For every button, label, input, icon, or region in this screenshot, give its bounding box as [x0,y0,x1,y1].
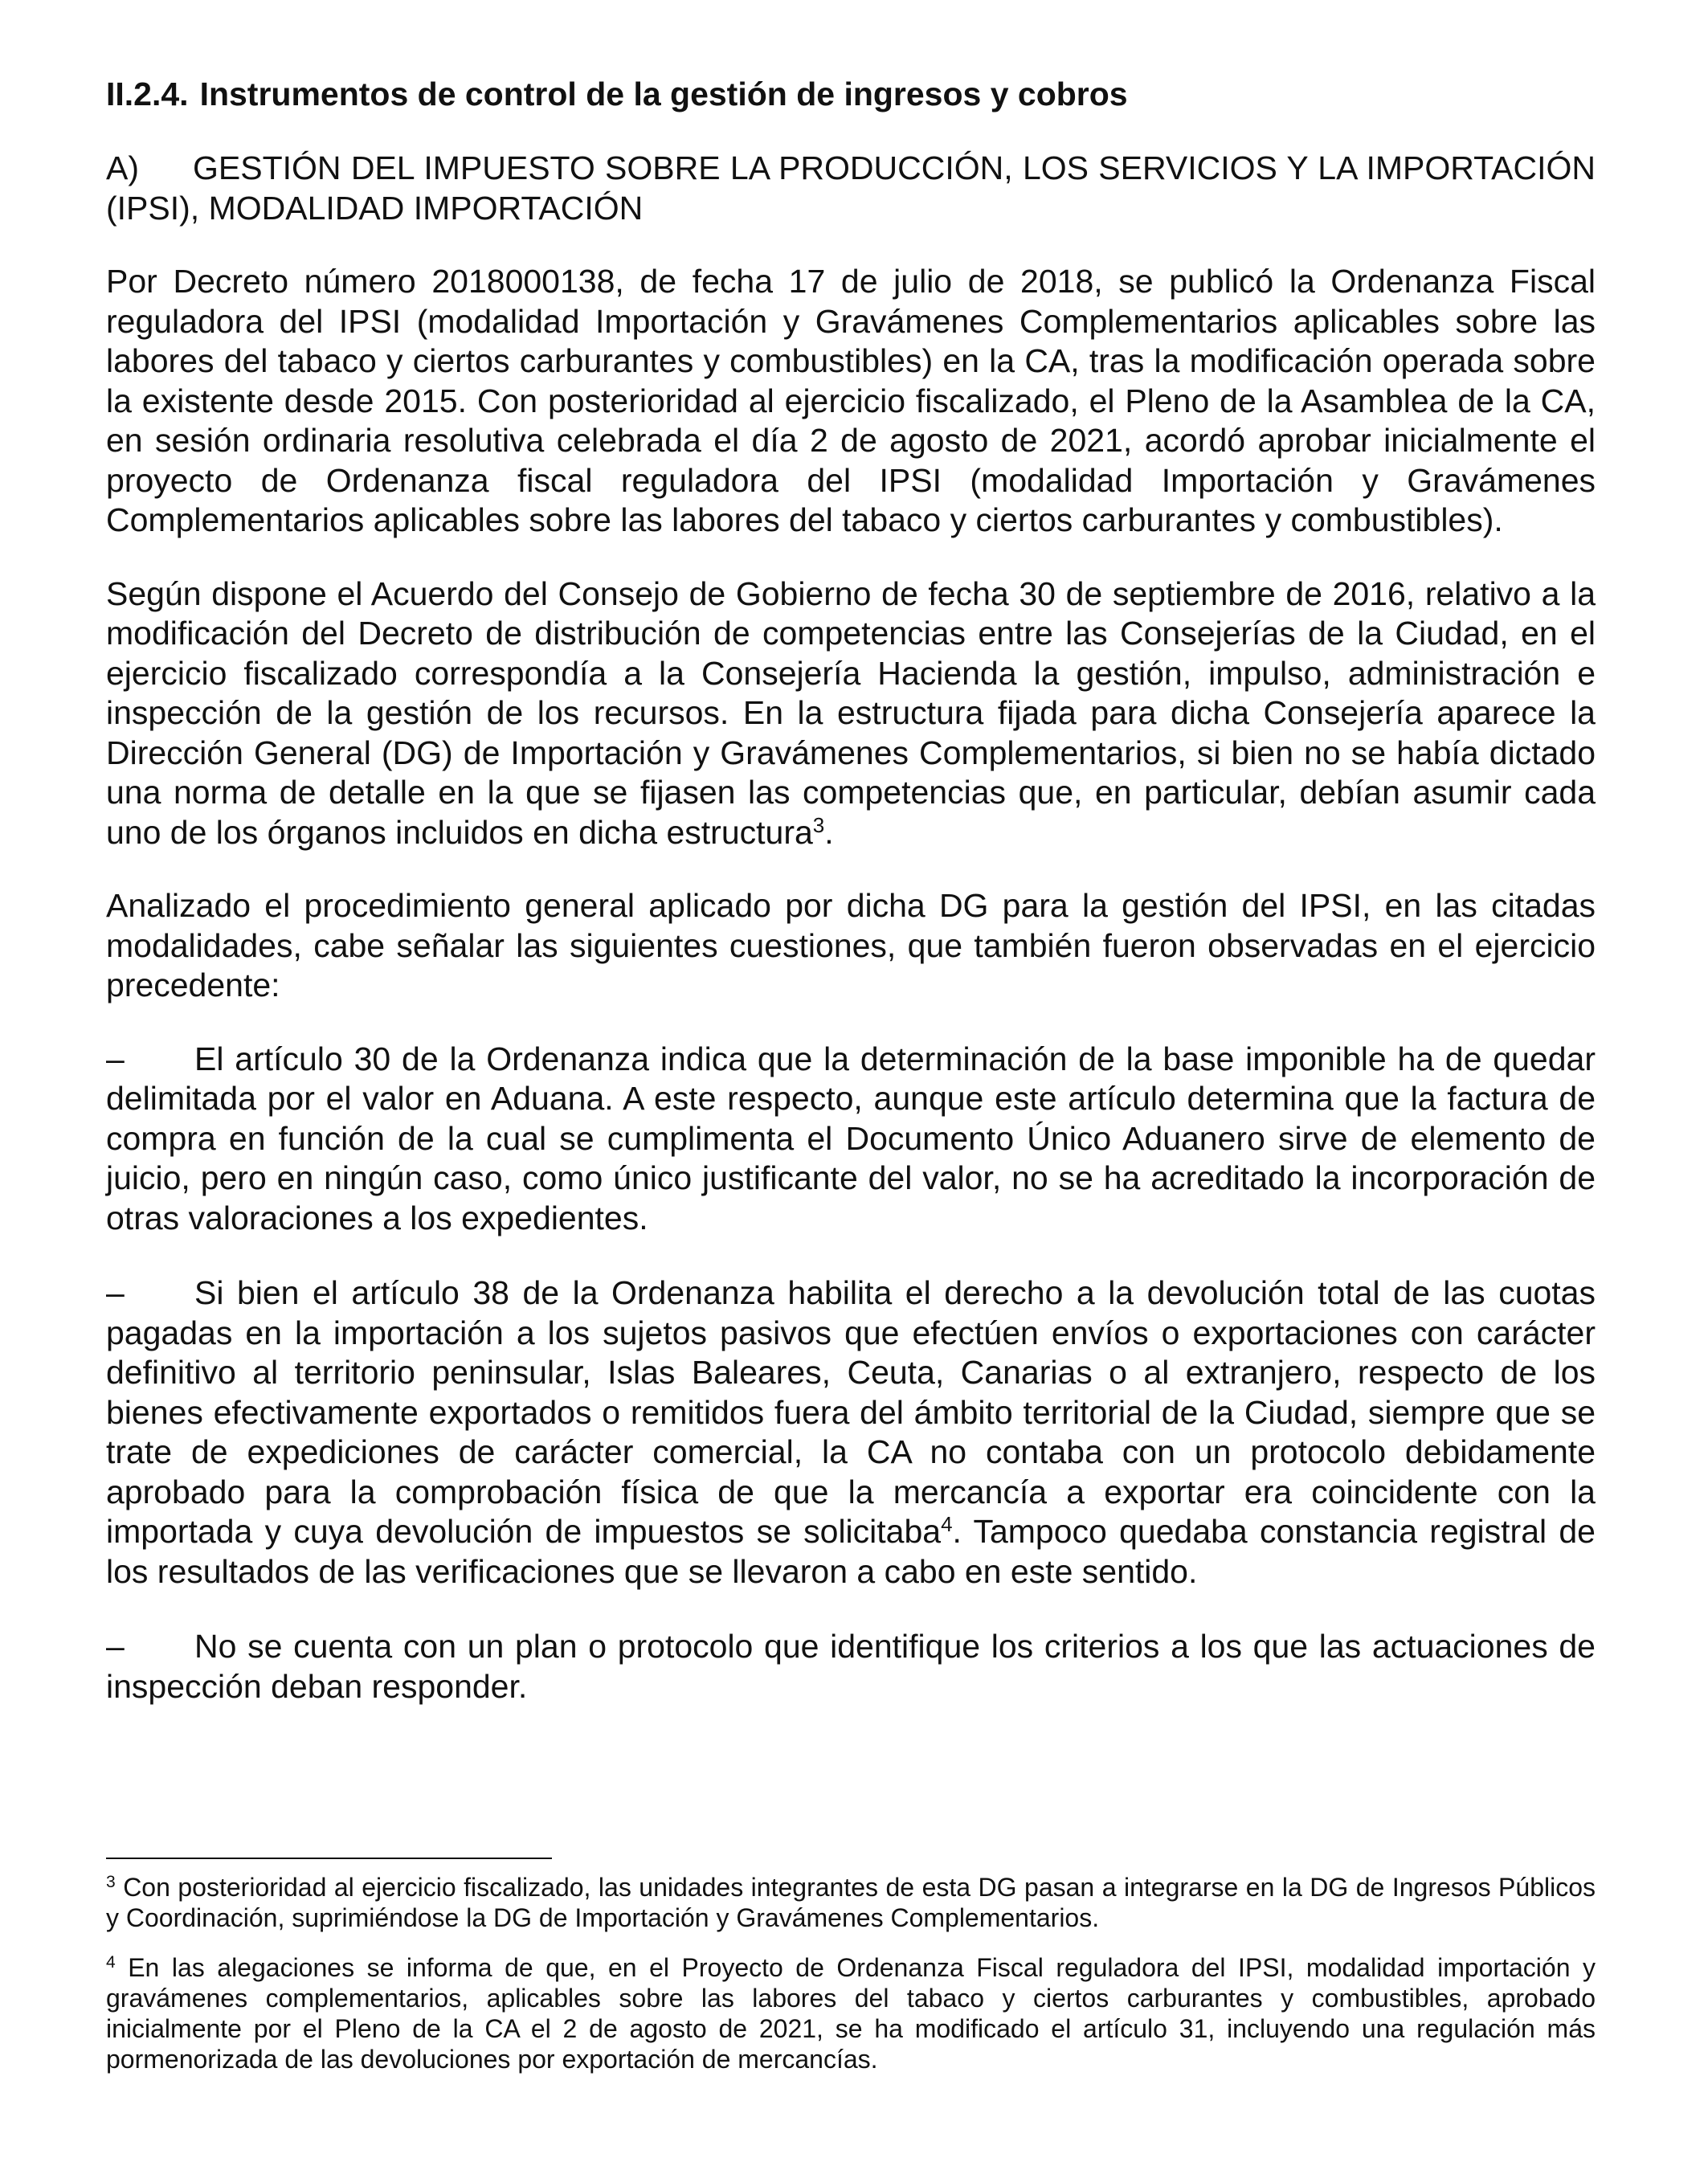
footnote-3 [106,1872,1596,1933]
bullet-text-trail: . Tampoco quedaba constancia registral de los resultados de las verificaciones que se llevaron a cabo en este sentido. [106,1513,1596,1590]
footnote-separator [106,1858,552,1859]
subsection-title: GESTIÓN DEL IMPUESTO SOBRE LA PRODUCCIÓN, LOS SERVICIOS Y LA IMPORTACIÓN (IPSI), MODALIDAD IMPORTACIÓN [106,149,1596,227]
dash-bullet: – [106,1274,125,1311]
bullet-item-articulo-38 [106,1273,1596,1592]
document-page [106,74,1596,1742]
section-title: Instrumentos de control de la gestión de ingresos y cobros [199,76,1128,112]
subsection-letter: A) [106,149,139,186]
bullet-item-plan-protocolo [106,1627,1596,1706]
footnote-ref-4[interactable]: 4 [941,1512,953,1536]
footnote-text: Con posterioridad al ejercicio fiscalizado, las unidades integrantes de esta DG pasan a integrarse en la DG de Ingresos Públicos y Coordinación, suprimiéndose la DG de Importación y Gravámenes Complementarios. [106,1873,1596,1932]
paragraph-acuerdo-text: Según dispone el Acuerdo del Consejo de Gobierno de fecha 30 de septiembre de 2016, relativo a la modificación del Decreto de distribución de competencias entre las Consejerías de la Ciudad, en el ejercicio fiscalizado correspondía a la Consejería Hacienda la gestión, impulso, administración e inspección de la gestión de los recursos. En la estructura fijada para dicha Consejería aparece la Dirección General (DG) de Importación y Gravámenes Complementarios, si bien no se había dictado una norma de detalle en la que se fijasen las competencias que, en particular, debían asumir cada uno de los órganos incluidos en dicha estructura [106,574,1596,851]
footnote-mark: 4 [106,1953,116,1972]
paragraph-acuerdo [106,574,1596,853]
dash-bullet: – [106,1628,125,1665]
bullet-text: Si bien el artículo 38 de la Ordenanza habilita el derecho a la devolución total de las cuotas pagadas en la importación a los sujetos pasivos que efectúen envíos o exportaciones con carácter definitivo al territorio peninsular, Islas Baleares, Ceuta, Canarias o al extranjero, respecto de los bienes efectivamente exportados o remitidos fuera del ámbito territorial de la Ciudad, siempre que se trate de expediciones de carácter comercial, la CA no contaba con un protocolo debidamente aprobado para la comprobación física de que la mercancía a exportar era coincidente con la importada y cuya devolución de impuestos se solicitaba [106,1274,1596,1550]
subsection-heading [106,148,1596,228]
dash-bullet: – [106,1040,125,1077]
bullet-text: El artículo 30 de la Ordenanza indica que la determinación de la base imponible ha de quedar delimitada por el valor en Aduana. A este respecto, aunque este artículo determina que la factura de compra en función de la cual se cumplimenta el Documento Único Aduanero sirve de elemento de juicio, pero en ningún caso, como único justificante del valor, no se ha acreditado la incorporación de otras valoraciones a los expedientes. [106,1040,1596,1236]
section-heading [106,74,1596,114]
footnote-text: En las alegaciones se informa de que, en el Proyecto de Ordenanza Fiscal reguladora del IPSI, modalidad importación y gravámenes complementarios, aplicables sobre las labores del tabaco y ciertos carburantes y combustibles, aprobado inicialmente por el Pleno de la CA el 2 de agosto de 2021, se ha modificado el artículo 31, incluyendo una regulación más pormenorizada de las devoluciones por exportación de mercancías. [106,1953,1596,2074]
paragraph-ordenanza: Por Decreto número 2018000138, de fecha 17 de julio de 2018, se publicó la Ordenanza Fiscal reguladora del IPSI (modalidad Importación y Gravámenes Complementarios aplicables sobre las labores del tabaco y ciertos carburantes y combustibles) en la CA, tras la modificación operada sobre la existente desde 2015. Con posterioridad al ejercicio fiscalizado, el Pleno de la Asamblea de la CA, en sesión ordinaria resolutiva celebrada el día 2 de agosto de 2021, acordó aprobar inicialmente el proyecto de Ordenanza fiscal reguladora del IPSI (modalidad Importación y Gravámenes Complementarios aplicables sobre las labores del tabaco y ciertos carburantes y combustibles). [106,263,1596,538]
bullet-item-articulo-30 [106,1040,1596,1239]
footnote-4 [106,1952,1596,2074]
footnote-ref-3[interactable]: 3 [812,812,825,837]
footnotes [106,1872,1596,2094]
paragraph-analizado: Analizado el procedimiento general aplicado por dicha DG para la gestión del IPSI, en las citadas modalidades, cabe señalar las siguientes cuestiones, que también fueron observadas en el ejercicio precedente: [106,887,1596,1003]
bullet-text: No se cuenta con un plan o protocolo que identifique los criterios a los que las actuaciones de inspección deban responder. [106,1628,1596,1705]
section-number: II.2.4. [106,76,189,112]
paragraph-acuerdo-trail: . [824,813,834,851]
footnote-mark: 3 [106,1873,116,1891]
